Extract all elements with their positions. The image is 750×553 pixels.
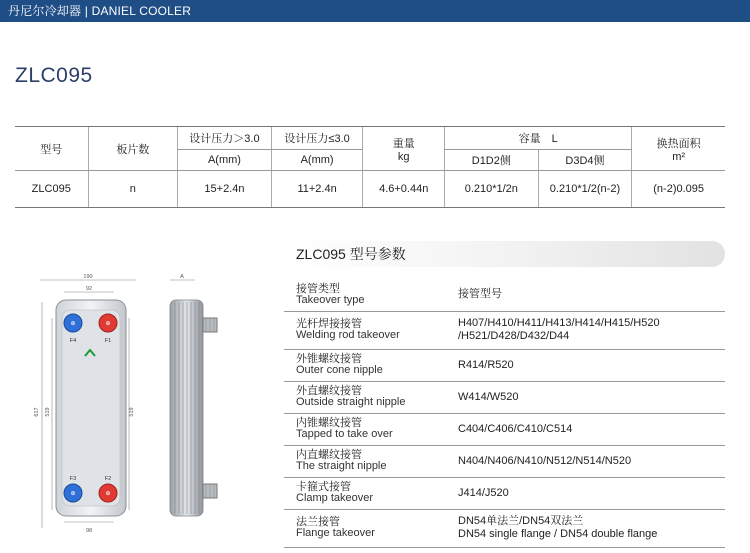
page-title: ZLC095 bbox=[15, 64, 93, 87]
section-header bbox=[284, 241, 725, 267]
param-name bbox=[284, 381, 454, 413]
param-name bbox=[284, 509, 454, 547]
dim-bottom: 98 bbox=[85, 528, 93, 534]
param-value bbox=[454, 311, 725, 349]
cell-plates: n bbox=[88, 171, 178, 208]
header-pressure-low: 设计压力≤3.0 bbox=[271, 127, 363, 150]
header-volume-d1d2: D1D2侧 bbox=[444, 150, 538, 171]
param-name-zh: 外直螺纹接管 bbox=[296, 385, 362, 397]
header-pressure-high-unit: A(mm) bbox=[178, 150, 272, 171]
svg-text:⊕: ⊕ bbox=[70, 321, 76, 327]
param-name bbox=[284, 413, 454, 445]
param-name-en: The straight nipple bbox=[296, 460, 387, 472]
header-volume: 容量 L bbox=[444, 127, 631, 150]
header-weight-label: 重量 bbox=[392, 137, 415, 150]
header-pressure-low-unit: A(mm) bbox=[271, 150, 363, 171]
param-value bbox=[454, 477, 725, 509]
dim-height-inner: 519 bbox=[45, 407, 51, 417]
param-name-en: Clamp takeover bbox=[296, 492, 374, 504]
cell-pressure-low: 11+2.4n bbox=[271, 171, 363, 208]
param-name-en: Welding rod takeover bbox=[296, 329, 400, 341]
dim-side-a: A bbox=[180, 274, 184, 280]
param-name bbox=[284, 445, 454, 477]
section-title: ZLC095 型号参数 bbox=[296, 246, 406, 262]
spec-table bbox=[15, 126, 725, 208]
param-name-zh: 卡箍式接管 bbox=[296, 481, 351, 493]
param-name-zh: 法兰接管 bbox=[296, 516, 340, 528]
param-value-line-2: DN54 single flange / DN54 double flange bbox=[458, 528, 658, 540]
cell-area: (n-2)0.095 bbox=[632, 171, 725, 208]
header-plates: 板片数 bbox=[88, 127, 178, 171]
dim-height-right: 519 bbox=[129, 407, 135, 417]
header-area-label: 换热面积 bbox=[656, 137, 701, 150]
dim-height-outer: 617 bbox=[34, 407, 40, 417]
param-name-zh: 内锥螺纹接管 bbox=[296, 417, 362, 429]
param-name-en: Takeover type bbox=[296, 293, 365, 306]
cell-weight: 4.6+0.44n bbox=[363, 171, 445, 208]
table-row bbox=[284, 279, 725, 311]
label-f1: F1 bbox=[104, 338, 112, 344]
param-value bbox=[454, 445, 725, 477]
param-name-zh: 光杆焊接接管 bbox=[296, 318, 362, 330]
param-value bbox=[454, 279, 725, 311]
header-pressure-high: 设计压力＞3.0 bbox=[178, 127, 272, 150]
param-value bbox=[454, 381, 725, 413]
header-area bbox=[632, 127, 725, 171]
params-table bbox=[284, 279, 725, 548]
label-f2: F2 bbox=[104, 476, 112, 482]
param-value-line: W414/W520 bbox=[458, 390, 519, 403]
dim-width-outer: 190 bbox=[83, 274, 93, 280]
param-value-line: R414/R520 bbox=[458, 358, 514, 371]
table-row bbox=[284, 381, 725, 413]
param-value-line-2: /H521/D428/D432/D44 bbox=[458, 330, 570, 342]
param-value-line: H407/H410/H411/H413/H414/H415/H520 bbox=[458, 317, 660, 329]
heat-exchanger-drawing bbox=[30, 270, 245, 540]
param-value-line: J414/J520 bbox=[458, 486, 509, 499]
cell-volume-d1d2: 0.210*1/2n bbox=[444, 171, 538, 208]
brand-text: 丹尼尔冷却器 | DANIEL COOLER bbox=[8, 4, 192, 18]
dim-width-inner: 92 bbox=[85, 286, 93, 292]
brand-bar bbox=[0, 0, 750, 22]
param-name-en: Flange takeover bbox=[296, 527, 375, 539]
param-value-line: C404/C406/C410/C514 bbox=[458, 422, 573, 435]
param-name bbox=[284, 477, 454, 509]
cell-pressure-high: 15+2.4n bbox=[178, 171, 272, 208]
header-weight bbox=[363, 127, 445, 171]
param-value bbox=[454, 413, 725, 445]
cell-model: ZLC095 bbox=[15, 171, 88, 208]
table-row bbox=[284, 349, 725, 381]
header-model: 型号 bbox=[15, 127, 88, 171]
param-value-line: 接管型号 bbox=[458, 288, 502, 301]
table-row bbox=[284, 509, 725, 547]
header-volume-d3d4: D3D4侧 bbox=[538, 150, 632, 171]
table-row bbox=[284, 477, 725, 509]
param-value bbox=[454, 509, 725, 547]
param-name bbox=[284, 311, 454, 349]
param-name-zh: 外锥螺纹接管 bbox=[296, 353, 362, 365]
param-name-zh: 内直螺纹接管 bbox=[296, 449, 362, 461]
param-value bbox=[454, 349, 725, 381]
param-name-en: Outside straight nipple bbox=[296, 396, 406, 408]
header-area-unit: m² bbox=[672, 150, 686, 163]
param-name bbox=[284, 349, 454, 381]
param-name-zh: 接管类型 bbox=[296, 282, 340, 295]
table-row bbox=[284, 311, 725, 349]
param-value-line: DN54单法兰/DN54双法兰 bbox=[458, 515, 584, 527]
svg-text:⊕: ⊕ bbox=[70, 491, 76, 497]
param-name bbox=[284, 279, 454, 311]
table-row bbox=[284, 413, 725, 445]
param-name-en: Tapped to take over bbox=[296, 428, 393, 440]
header-weight-unit: kg bbox=[397, 150, 410, 163]
param-value-line: N404/N406/N410/N512/N514/N520 bbox=[458, 454, 632, 467]
table-row bbox=[15, 171, 725, 208]
label-f3: F3 bbox=[69, 476, 77, 482]
table-row bbox=[284, 445, 725, 477]
param-name-en: Outer cone nipple bbox=[296, 364, 383, 376]
label-f4: F4 bbox=[69, 338, 77, 344]
svg-text:⊕: ⊕ bbox=[105, 321, 111, 327]
cell-volume-d3d4: 0.210*1/2(n-2) bbox=[538, 171, 632, 208]
svg-text:⊕: ⊕ bbox=[105, 491, 111, 497]
